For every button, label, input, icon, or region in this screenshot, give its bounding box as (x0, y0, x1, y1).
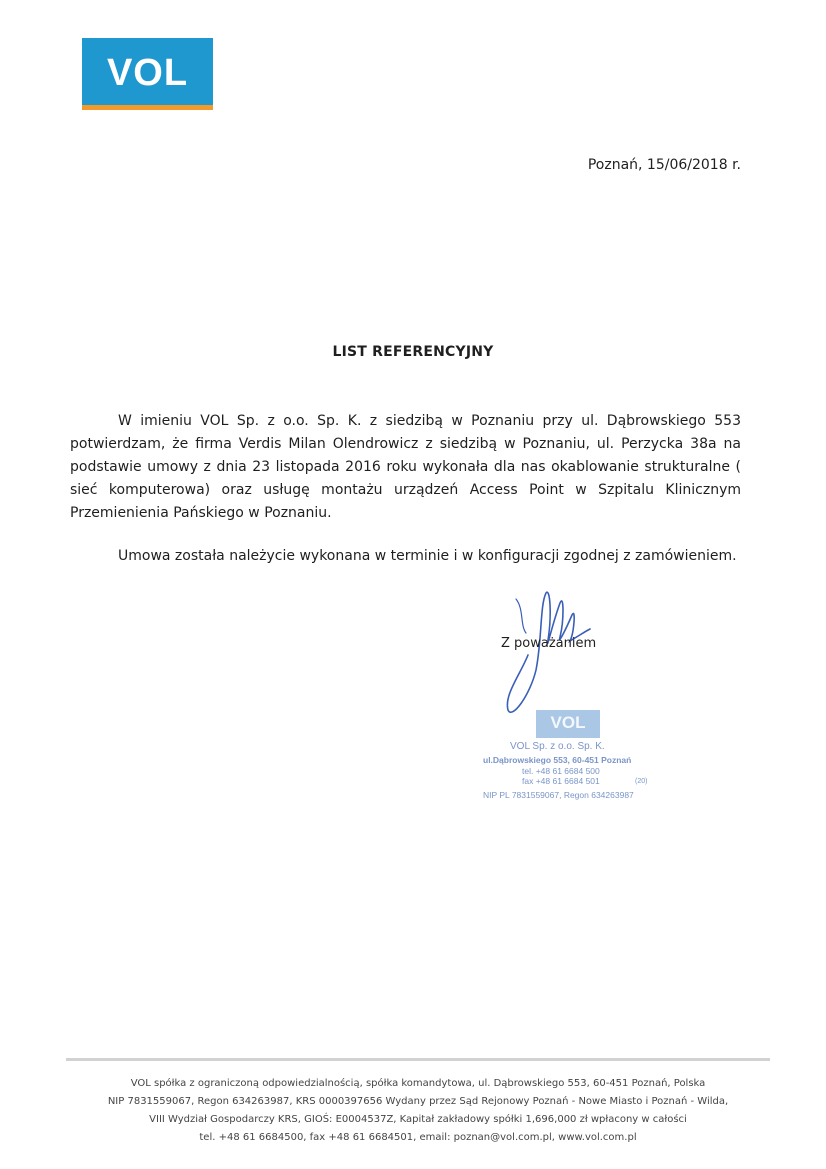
footer-line-3: VIII Wydział Gospodarczy KRS, GIOŚ: E0004537Z, Kapitał zakładowy spółki 1,696,000 zł wpłacony w całości (149, 1114, 687, 1125)
stamp-line-5: NIP PL 7831559067, Regon 634263987 (483, 790, 634, 800)
stamp-logo: VOL (536, 710, 600, 738)
logo-text: VOL (106, 52, 189, 94)
body-paragraph-2: Umowa została należycie wykonana w terminie i w konfiguracji zgodnej z zamówieniem. (118, 548, 737, 564)
footer-line-4: tel. +48 61 6684500, fax +48 61 6684501, email: poznan@vol.com.pl, www.vol.com.pl (199, 1132, 637, 1143)
footer-line-1: VOL spółka z ograniczoną odpowiedzialnością, spółka komandytowa, ul. Dąbrowskiego 553, 60-451 Poznań, Polska (130, 1078, 706, 1089)
stamp-line-1: VOL Sp. z o.o. Sp. K. (510, 741, 605, 752)
stamp-line-4-note: (20) (635, 778, 648, 785)
date-line: Poznań, 15/06/2018 r. (587, 157, 741, 173)
company-stamp (480, 708, 670, 808)
footer-divider (66, 1058, 770, 1061)
footer (66, 1075, 770, 1147)
logo-accent-bar (82, 105, 213, 110)
letter-body (70, 410, 741, 568)
stamp-line-2: ul.Dąbrowskiego 553, 60-451 Poznań (483, 755, 632, 765)
body-paragraph-1: W imieniu VOL Sp. z o.o. Sp. K. z siedzibą w Poznaniu przy ul. Dąbrowskiego 553 potwierdzam, że firma Verdis Milan Olendrowicz z siedzibą w Poznaniu, ul. Perzycka 38a na podstawie umowy z dnia 23 listopada 2016 roku wykonała dla nas okablowanie strukturalne ( sieć komputerowa) oraz usługę montażu urządzeń Access Point w Szpitalu Klinicznym Przemienienia Pańskiego w Poznaniu. (70, 413, 741, 521)
closing-line: Z poważaniem (501, 636, 597, 651)
stamp-line-3: tel. +48 61 6684 500 (522, 766, 600, 776)
footer-line-2: NIP 7831559067, Regon 634263987, KRS 0000397656 Wydany przez Sąd Rejonowy Poznań - Nowe Miasto i Poznań - Wilda, (107, 1096, 729, 1107)
stamp-line-4: fax +48 61 6684 501 (522, 776, 600, 786)
letter-title: LIST REFERENCYJNY (332, 344, 494, 360)
company-logo (82, 38, 213, 110)
